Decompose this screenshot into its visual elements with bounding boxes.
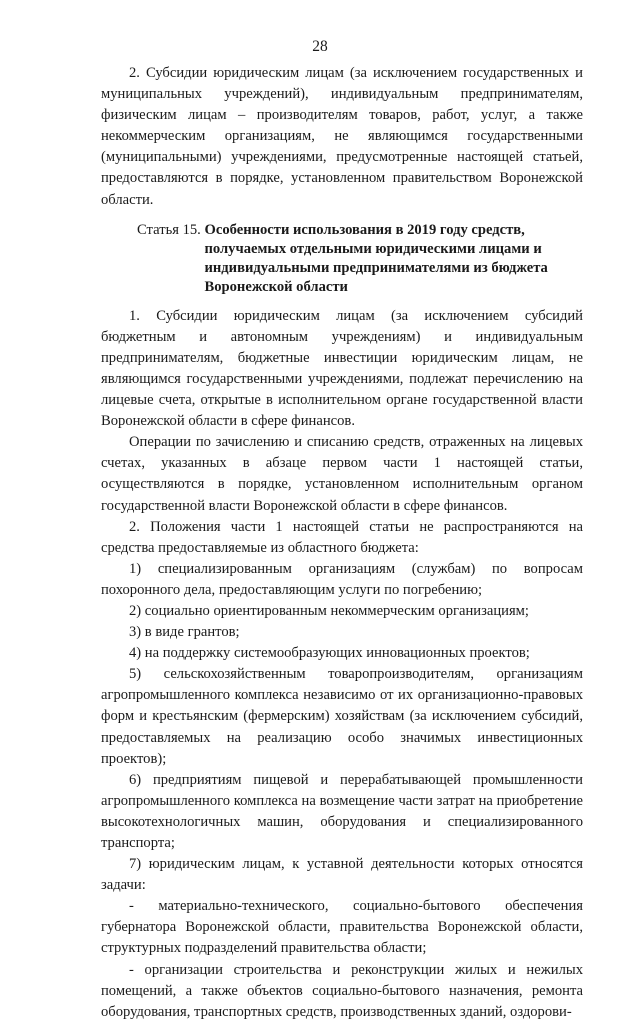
paragraph: 1. Субсидии юридическим лицам (за исключением субсидий бюджетным и автономным учреждениям) и индивидуальным предпринимателям, бюджетные инвестиции юридическим лицам, не являющимся государственными учреждениями, подлежат перечислению на лицевые счета, открытые в исполнительном органе государственной власти Воронежской области в сфере финансов. [101, 307, 583, 430]
list-item: 3) в виде грантов; [129, 624, 240, 641]
paragraph: 2. Положения части 1 настоящей статьи не распространяются на средства предоставляемые из областного бюджета: [101, 518, 583, 556]
list-item: 2) социально ориентированным некоммерческим организациям; [129, 602, 529, 619]
paragraph-subsidies-2: 2. Субсидии юридическим лицам (за исключением государственных и муниципальных учреждений), индивидуальным предпринимателям, физическим лицам – производителям товаров, работ, услуг, а также некоммерческим организациям, не являющимся государственными (муниципальными) учреждениями, предусмотренные настоящей статьей, предоставляются в порядке, установленном правительством Воронежской области. [101, 65, 583, 208]
article-title: Особенности использования в 2019 году средств, получаемых отдельными юридическими лицами и индивидуальными предпринимателями из бюджета Воронежской области [204, 221, 548, 295]
sub-list-item: - организации строительства и реконструкции жилых и нежилых помещений, а также объектов социально-бытового назначения, ремонта оборудования, транспортных средств, производственных зданий, оздорови- [101, 961, 583, 1020]
list-item: 6) предприятиям пищевой и перерабатывающей промышленности агропромышленного комплекса на возмещение части затрат на приобретение высокотехнологичных машин, оборудования и специализированного транспорта; [101, 771, 583, 851]
sub-list-item: - материально-технического, социально-бытового обеспечения губернатора Воронежской области, правительства Воронежской области, структурных подразделений правительства области; [101, 898, 583, 957]
page-number: 28 [312, 38, 328, 55]
list-item: 1) специализированным организациям (службам) по вопросам похоронного дела, предоставляющим услуги по погребению; [101, 560, 583, 598]
document-body [101, 63, 583, 1023]
article-label: Статья 15. [137, 221, 205, 238]
list-item: 7) юридическим лицам, к уставной деятельности которых относятся задачи: [101, 856, 583, 894]
list-item: 4) на поддержку системообразующих инновационных проектов; [129, 645, 530, 662]
paragraph: Операции по зачислению и списанию средств, отраженных на лицевых счетах, указанных в абзаце первом части 1 настоящей статьи, осуществляются в порядке, установленном исполнительным органом государственной власти Воронежской области в сфере финансов. [101, 434, 583, 514]
article-heading [101, 221, 583, 297]
list-item: 5) сельскохозяйственным товаропроизводителям, организациям агропромышленного комплекса независимо от их организационно-правовых форм и крестьянским (фермерским) хозяйствам (за исключением субсидий, предоставляемых на реализацию особо значимых инвестиционных проектов); [101, 666, 583, 767]
